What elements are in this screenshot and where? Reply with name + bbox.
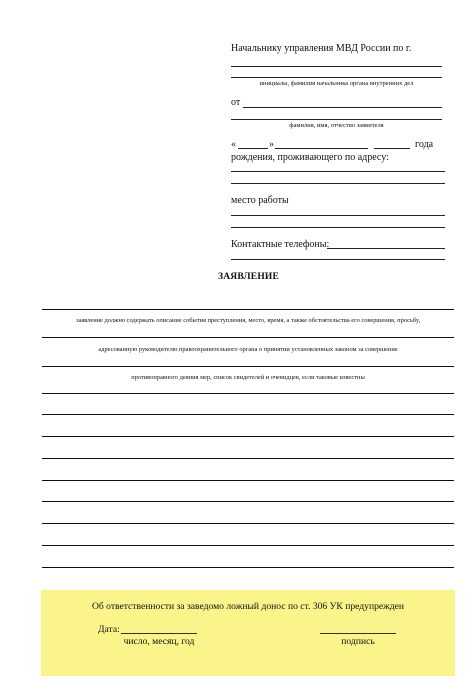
phones-line-2[interactable] [231,259,445,260]
statement-hint-1: заявление должно содержать описание события преступления, место, время, а также обстоятельства его совершения, просьбу, [75,317,421,324]
birth-address-text: рождения, проживающего по адресу: [231,152,389,163]
work-label: место работы [231,195,289,206]
statement-line[interactable] [42,523,454,524]
date-caption: число, месяц, год [123,636,195,647]
statement-line[interactable] [42,436,454,437]
addressee-text: Начальнику управления МВД России по г. [231,43,412,54]
from-line-2[interactable] [231,119,442,120]
birth-quote-close: » [269,139,274,150]
addressee-line-1[interactable] [231,66,442,67]
birth-day-field[interactable] [238,148,268,149]
statement-hint-2: адресованную руководителю правоохранительного органа о принятии установленных законом за совершение [98,346,398,353]
birth-quote-open: « [231,139,236,150]
statement-line[interactable] [42,337,454,338]
statement-line[interactable] [42,366,454,367]
signature-field[interactable] [320,633,396,634]
birth-month-field[interactable] [275,148,368,149]
from-line-1[interactable] [243,107,442,108]
birth-year-field[interactable] [374,148,410,149]
statement-line[interactable] [42,545,454,546]
addressee-line-2[interactable] [231,77,442,78]
statement-line[interactable] [42,458,454,459]
address-line-2[interactable] [231,183,445,184]
birth-year-suffix: года [415,139,434,150]
work-line-1[interactable] [231,215,445,216]
statement-line[interactable] [42,480,454,481]
work-line-2[interactable] [231,227,445,228]
statement-line[interactable] [42,414,454,415]
from-caption: фамилия, имя, отчество заявителя [289,122,384,129]
statement-line[interactable] [42,567,454,568]
phones-label: Контактные телефоны: [231,239,330,250]
date-field[interactable] [121,633,197,634]
signature-caption: подпись [341,636,375,647]
statement-hint-3: противоправного деяния мер, список свидетелей и очевидцев, если таковые известны [131,374,365,381]
liability-warning: Об ответственности за заведомо ложный донос по ст. 306 УК предупрежден [91,601,405,612]
statement-line[interactable] [42,393,454,394]
date-label: Дата: [98,624,120,635]
address-line-1[interactable] [231,171,445,172]
addressee-caption: инициалы, фамилия начальника органа внутренних дел [259,80,414,87]
document-title: ЗАЯВЛЕНИЕ [218,272,280,282]
statement-line[interactable] [42,501,454,502]
statement-line[interactable] [42,309,454,310]
from-label: от [231,97,241,108]
phones-line-1[interactable] [327,248,445,249]
